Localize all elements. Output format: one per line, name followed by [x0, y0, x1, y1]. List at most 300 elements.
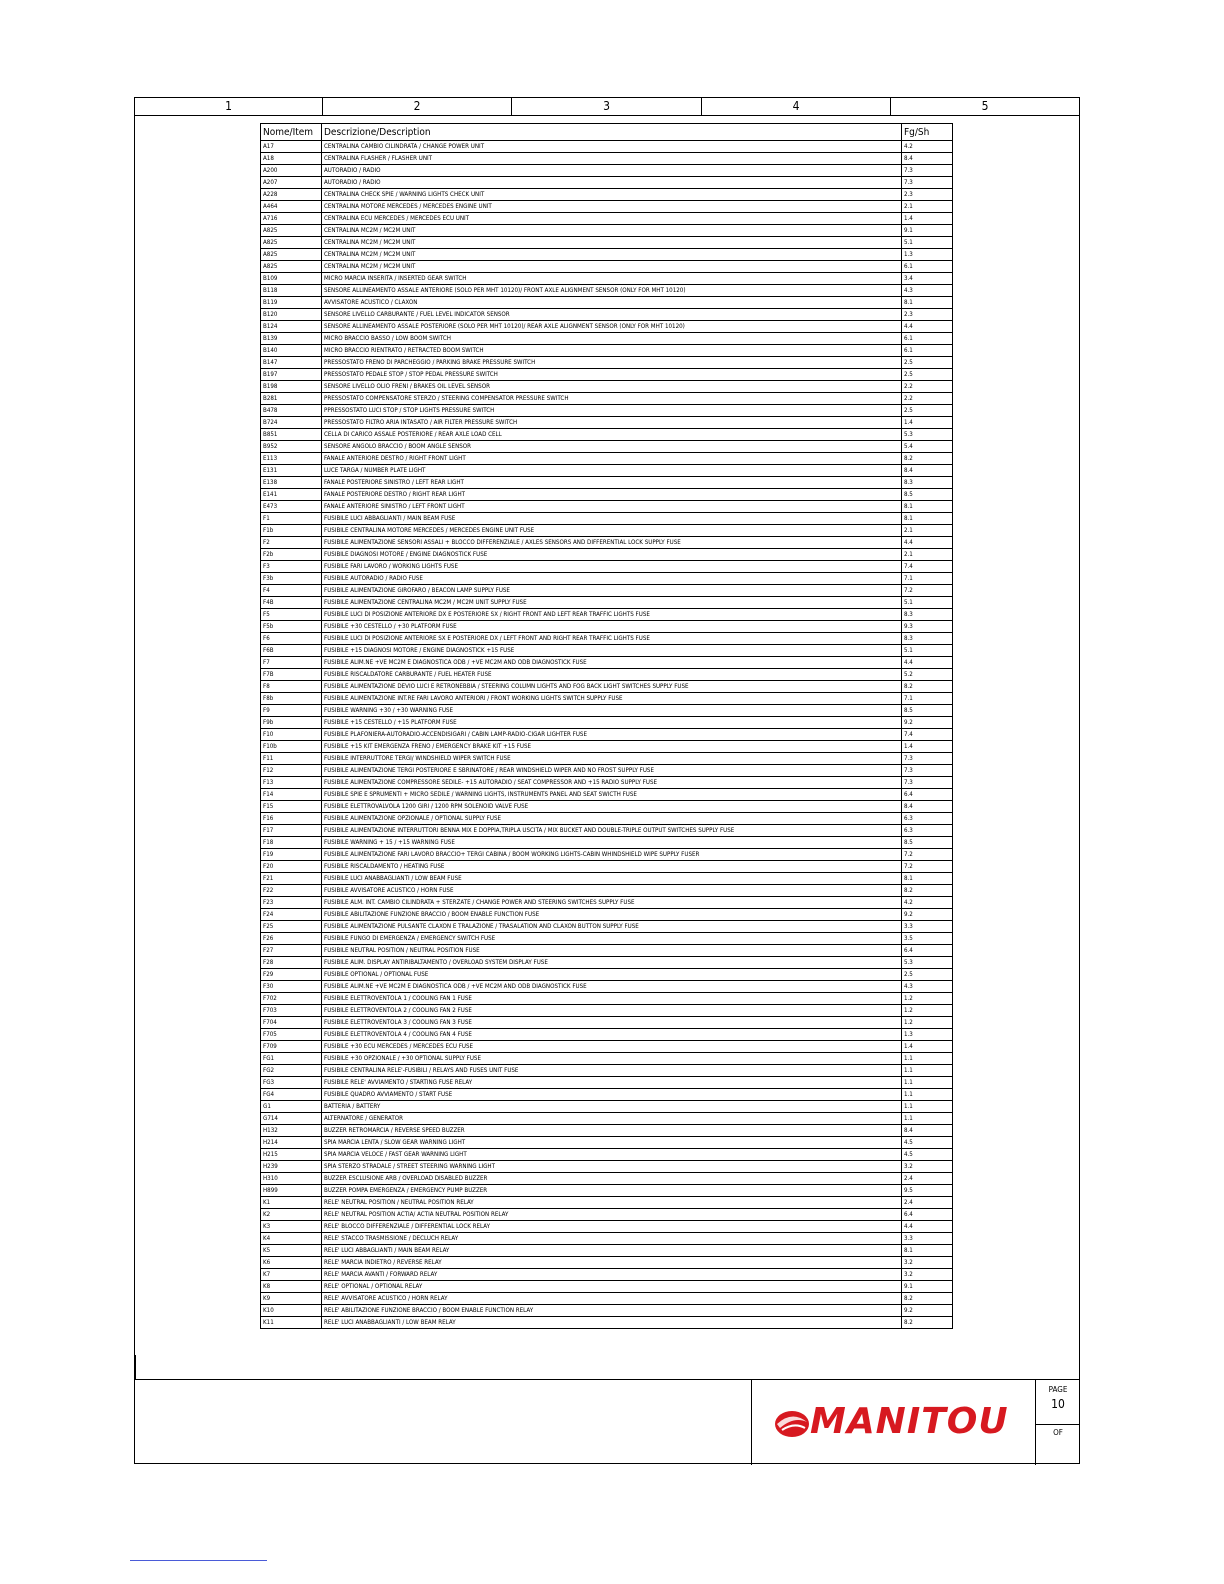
table-row [261, 405, 953, 417]
cell-sheet: 2.3 [902, 189, 953, 201]
table-row [261, 1137, 953, 1149]
cell-item: K5 [261, 1245, 322, 1257]
cell-description: FUSIBILE INTERRUTTORE TERGI/ WINDSHIELD WIPER SWITCH FUSE [322, 753, 902, 765]
cell-sheet: 8.2 [902, 885, 953, 897]
cell-description: FUSIBILE ALIMENTAZIONE COMPRESSORE SEDILE- +15 AUTORADIO / SEAT COMPRESSOR AND +15 RADIO SUPPLY FUSE [322, 777, 902, 789]
cell-item: A825 [261, 237, 322, 249]
cell-description: CENTRALINA MC2M / MC2M UNIT [322, 261, 902, 273]
cell-description: SENSORE ALLINEAMENTO ASSALE ANTERIORE (SOLO PER MHT 10120)/ FRONT AXLE ALIGNMENT SENSOR (ONLY FOR MHT 10120) [322, 285, 902, 297]
cell-description: FUSIBILE LUCI DI POSIZIONE ANTERIORE DX E POSTERIORE SX / RIGHT FRONT AND LEFT REAR TRAFFIC LIGHTS FUSE [322, 609, 902, 621]
table-row [261, 537, 953, 549]
cell-description: FUSIBILE ALM. INT. CAMBIO CILINDRATA + STERZATE / CHANGE POWER AND STEERING SWITCHES SUPPLY FUSE [322, 897, 902, 909]
cell-item: F17 [261, 825, 322, 837]
cell-sheet: 3.2 [902, 1269, 953, 1281]
table-row [261, 849, 953, 861]
table-row [261, 225, 953, 237]
cell-sheet: 7.3 [902, 753, 953, 765]
table-row [261, 585, 953, 597]
cell-sheet: 4.2 [902, 897, 953, 909]
footer-link-underline [130, 1560, 267, 1561]
table-row [261, 1149, 953, 1161]
cell-item: B147 [261, 357, 322, 369]
table-row [261, 1185, 953, 1197]
table-row [261, 1269, 953, 1281]
cell-item: A207 [261, 177, 322, 189]
cell-sheet: 8.4 [902, 465, 953, 477]
cell-sheet: 7.4 [902, 729, 953, 741]
cell-description: FANALE ANTERIORE SINISTRO / LEFT FRONT LIGHT [322, 501, 902, 513]
cell-item: F24 [261, 909, 322, 921]
cell-item: A716 [261, 213, 322, 225]
table-row [261, 801, 953, 813]
cell-sheet: 1.4 [902, 417, 953, 429]
cell-description: PRESSOSTATO FRENO DI PARCHEGGIO / PARKING BRAKE PRESSURE SWITCH [322, 357, 902, 369]
cell-item: F19 [261, 849, 322, 861]
cell-item: F11 [261, 753, 322, 765]
table-row [261, 993, 953, 1005]
cell-description: CENTRALINA MC2M / MC2M UNIT [322, 225, 902, 237]
frame-side-mark [134, 1355, 136, 1379]
table-row [261, 453, 953, 465]
table-row [261, 885, 953, 897]
cell-description: RELE' LUCI ABBAGLIANTI / MAIN BEAM RELAY [322, 1245, 902, 1257]
cell-sheet: 9.2 [902, 909, 953, 921]
cell-description: SPIA MARCIA LENTA / SLOW GEAR WARNING LIGHT [322, 1137, 902, 1149]
table-row [261, 489, 953, 501]
cell-item: F22 [261, 885, 322, 897]
table-row [261, 273, 953, 285]
table-row [261, 321, 953, 333]
cell-sheet: 7.4 [902, 561, 953, 573]
cell-sheet: 7.2 [902, 849, 953, 861]
cell-sheet: 7.2 [902, 585, 953, 597]
table-row [261, 201, 953, 213]
table-row [261, 1041, 953, 1053]
cell-item: F16 [261, 813, 322, 825]
cell-sheet: 2.1 [902, 549, 953, 561]
header-description: Descrizione/Description [322, 124, 902, 141]
page-of-label: OF [1053, 1428, 1063, 1437]
cell-description: FANALE POSTERIORE SINISTRO / LEFT REAR LIGHT [322, 477, 902, 489]
cell-sheet: 4.4 [902, 657, 953, 669]
table-row [261, 777, 953, 789]
cell-description: FUSIBILE ALIMENTAZIONE OPZIONALE / OPTIONAL SUPPLY FUSE [322, 813, 902, 825]
cell-item: B109 [261, 273, 322, 285]
cell-description: FUSIBILE LUCI DI POSIZIONE ANTERIORE SX E POSTERIORE DX / LEFT FRONT AND RIGHT REAR TRAFFIC LIGHTS FUSE [322, 633, 902, 645]
cell-description: RELE' NEUTRAL POSITION ACTIA/ ACTIA NEUTRAL POSITION RELAY [322, 1209, 902, 1221]
table-row [261, 945, 953, 957]
cell-sheet: 1.2 [902, 1017, 953, 1029]
cell-description: CENTRALINA CHECK SPIE / WARNING LIGHTS CHECK UNIT [322, 189, 902, 201]
table-row [261, 705, 953, 717]
cell-sheet: 3.4 [902, 273, 953, 285]
table-row [261, 141, 953, 153]
cell-sheet: 1.4 [902, 213, 953, 225]
cell-item: F6 [261, 633, 322, 645]
table-row [261, 525, 953, 537]
cell-description: CENTRALINA CAMBIO CILINDRATA / CHANGE POWER UNIT [322, 141, 902, 153]
cell-description: CENTRALINA FLASHER / FLASHER UNIT [322, 153, 902, 165]
table-row [261, 357, 953, 369]
cell-description: FUSIBILE +15 DIAGNOSI MOTORE / ENGINE DIAGNOSTICK +15 FUSE [322, 645, 902, 657]
table-row [261, 1173, 953, 1185]
table-row [261, 393, 953, 405]
cell-description: FUSIBILE +15 CESTELLO / +15 PLATFORM FUSE [322, 717, 902, 729]
table-row [261, 189, 953, 201]
cell-sheet: 4.5 [902, 1137, 953, 1149]
cell-item: B120 [261, 309, 322, 321]
cell-sheet: 9.2 [902, 1305, 953, 1317]
grid-column-4: 4 [702, 98, 891, 115]
cell-description: FUSIBILE LUCI ANABBAGLIANTI / LOW BEAM FUSE [322, 873, 902, 885]
table-row [261, 657, 953, 669]
table-row [261, 429, 953, 441]
cell-item: K10 [261, 1305, 322, 1317]
cell-item: A825 [261, 249, 322, 261]
cell-sheet: 8.2 [902, 1293, 953, 1305]
cell-sheet: 2.2 [902, 393, 953, 405]
cell-sheet: 6.4 [902, 1209, 953, 1221]
manitou-logo [772, 1400, 1012, 1444]
cell-sheet: 3.5 [902, 933, 953, 945]
cell-item: E473 [261, 501, 322, 513]
header-item: Nome/Item [261, 124, 322, 141]
cell-description: FUSIBILE ALIMENTAZIONE DEVIO LUCI E RETRONEBBIA / STEERING COLUMN LIGHTS AND FOG BACK LIGHT SWITCHES SUPPLY FUSE [322, 681, 902, 693]
cell-item: FG2 [261, 1065, 322, 1077]
cell-sheet: 2.4 [902, 1173, 953, 1185]
table-row [261, 381, 953, 393]
table-row [261, 861, 953, 873]
cell-description: BUZZER RETROMARCIA / REVERSE SPEED BUZZER [322, 1125, 902, 1137]
cell-item: F30 [261, 981, 322, 993]
cell-description: FUSIBILE ALIM. DISPLAY ANTIRIBALTAMENTO / OVERLOAD SYSTEM DISPLAY FUSE [322, 957, 902, 969]
cell-sheet: 2.1 [902, 525, 953, 537]
cell-description: FUSIBILE NEUTRAL POSITION / NEUTRAL POSITION FUSE [322, 945, 902, 957]
table-row [261, 573, 953, 585]
cell-description: PRESSOSTATO PEDALE STOP / STOP PEDAL PRESSURE SWITCH [322, 369, 902, 381]
table-row [261, 309, 953, 321]
table-row [261, 1221, 953, 1233]
cell-sheet: 8.2 [902, 681, 953, 693]
table-row [261, 477, 953, 489]
cell-description: FUSIBILE ELETTROVENTOLA 4 / COOLING FAN 4 FUSE [322, 1029, 902, 1041]
cell-sheet: 6.1 [902, 333, 953, 345]
cell-item: E138 [261, 477, 322, 489]
cell-sheet: 8.5 [902, 837, 953, 849]
cell-item: FG1 [261, 1053, 322, 1065]
cell-item: B952 [261, 441, 322, 453]
table-row [261, 249, 953, 261]
cell-item: K9 [261, 1293, 322, 1305]
cell-sheet: 3.2 [902, 1161, 953, 1173]
grid-column-5: 5 [981, 99, 989, 113]
cell-sheet: 7.2 [902, 861, 953, 873]
table-row [261, 213, 953, 225]
cell-item: F14 [261, 789, 322, 801]
cell-sheet: 8.2 [902, 1317, 953, 1329]
cell-description: FUSIBILE ELETTROVALVOLA 1200 GIRI / 1200 RPM SOLENOID VALVE FUSE [322, 801, 902, 813]
cell-description: FUSIBILE +30 OPZIONALE / +30 OPTIONAL SUPPLY FUSE [322, 1053, 902, 1065]
cell-item: H215 [261, 1149, 322, 1161]
cell-sheet: 8.4 [902, 801, 953, 813]
cell-sheet: 7.3 [902, 777, 953, 789]
cell-item: H899 [261, 1185, 322, 1197]
cell-sheet: 1.1 [902, 1089, 953, 1101]
cell-description: FUSIBILE ELETTROVENTOLA 3 / COOLING FAN 3 FUSE [322, 1017, 902, 1029]
table-row [261, 1209, 953, 1221]
cell-description: AVVISATORE ACUSTICO / CLAXON [322, 297, 902, 309]
table-row [261, 513, 953, 525]
cell-sheet: 8.4 [902, 1125, 953, 1137]
cell-sheet: 4.3 [902, 981, 953, 993]
cell-sheet: 1.3 [902, 1029, 953, 1041]
table-row [261, 1317, 953, 1329]
table-row [261, 981, 953, 993]
cell-sheet: 9.5 [902, 1185, 953, 1197]
cell-description: FUSIBILE ALIMENTAZIONE PULSANTE CLAXON E TRALAZIONE / TRASALATION AND CLAXON BUTTON SUPPLY FUSE [322, 921, 902, 933]
table-row [261, 597, 953, 609]
cell-description: FUSIBILE ALIMENTAZIONE FARI LAVORO BRACCIO+ TERGI CABINA / BOOM WORKING LIGHTS-CABIN WHINDSHIELD WIPE SUPPLY FUSER [322, 849, 902, 861]
table-row [261, 1197, 953, 1209]
cell-description: FUSIBILE FUNGO DI EMERGENZA / EMERGENCY SWITCH FUSE [322, 933, 902, 945]
table-row [261, 1125, 953, 1137]
grid-column-1: 1 [135, 98, 323, 115]
table-row [261, 813, 953, 825]
cell-sheet: 7.3 [902, 177, 953, 189]
table-row [261, 501, 953, 513]
table-row [261, 753, 953, 765]
cell-item: F4 [261, 585, 322, 597]
header-sheet: Fg/Sh [902, 124, 953, 141]
cell-sheet: 5.1 [902, 597, 953, 609]
cell-sheet: 4.2 [902, 141, 953, 153]
cell-sheet: 6.4 [902, 789, 953, 801]
cell-sheet: 8.1 [902, 873, 953, 885]
cell-sheet: 1.1 [902, 1053, 953, 1065]
cell-sheet: 8.2 [902, 453, 953, 465]
cell-description: FUSIBILE CENTRALINA RELE'-FUSIBILI / RELAYS AND FUSES UNIT FUSE [322, 1065, 902, 1077]
table-row [261, 285, 953, 297]
table-row [261, 1005, 953, 1017]
cell-item: E113 [261, 453, 322, 465]
cell-item: K7 [261, 1269, 322, 1281]
cell-sheet: 9.1 [902, 225, 953, 237]
cell-item: K6 [261, 1257, 322, 1269]
cell-description: FUSIBILE +30 CESTELLO / +30 PLATFORM FUSE [322, 621, 902, 633]
cell-description: BUZZER ESCLUSIONE ARB / OVERLOAD DISABLED BUZZER [322, 1173, 902, 1185]
cell-description: SENSORE ALLINEAMENTO ASSALE POSTERIORE (SOLO PER MHT 10120)/ REAR AXLE ALIGNMENT SENSOR (ONLY FOR MHT 10120) [322, 321, 902, 333]
cell-description: RELE' AVVISATORE ACUSTICO / HORN RELAY [322, 1293, 902, 1305]
component-legend-table [260, 123, 953, 1329]
cell-description: FUSIBILE WARNING +30 / +30 WARNING FUSE [322, 705, 902, 717]
grid-column-2: 2 [323, 98, 512, 115]
cell-sheet: 2.3 [902, 309, 953, 321]
cell-description: FUSIBILE DIAGNOSI MOTORE / ENGINE DIAGNOSTICK FUSE [322, 549, 902, 561]
cell-description: CENTRALINA MC2M / MC2M UNIT [322, 249, 902, 261]
cell-description: RELE' ABILITAZIONE FUNZIONE BRACCIO / BOOM ENABLE FUNCTION RELAY [322, 1305, 902, 1317]
cell-sheet: 5.1 [902, 645, 953, 657]
cell-item: B118 [261, 285, 322, 297]
cell-description: FUSIBILE ELETTROVENTOLA 2 / COOLING FAN 2 FUSE [322, 1005, 902, 1017]
cell-item: F709 [261, 1041, 322, 1053]
cell-description: CENTRALINA MOTORE MERCEDES / MERCEDES ENGINE UNIT [322, 201, 902, 213]
grid-column-3: 3 [512, 98, 702, 115]
cell-description: FUSIBILE SPIE E SPRUMENTI + MICRO SEDILE / WARNING LIGHTS, INSTRUMENTS PANEL AND SEAT SWICTH FUSE [322, 789, 902, 801]
cell-sheet: 8.3 [902, 609, 953, 621]
cell-sheet: 6.4 [902, 945, 953, 957]
table-row [261, 837, 953, 849]
cell-item: K8 [261, 1281, 322, 1293]
table-row [261, 465, 953, 477]
cell-sheet: 4.4 [902, 1221, 953, 1233]
cell-description: PRESSOSTATO FILTRO ARIA INTASATO / AIR FILTER PRESSURE SWITCH [322, 417, 902, 429]
table-row [261, 261, 953, 273]
cell-item: F9 [261, 705, 322, 717]
title-block-divider [751, 1380, 752, 1465]
table-row [261, 345, 953, 357]
table-row [261, 765, 953, 777]
cell-item: A18 [261, 153, 322, 165]
cell-sheet: 8.1 [902, 513, 953, 525]
cell-item: A464 [261, 201, 322, 213]
table-row [261, 1161, 953, 1173]
cell-sheet: 3.2 [902, 1257, 953, 1269]
cell-description: PRESSOSTATO COMPENSATORE STERZO / STEERING COMPENSATOR PRESSURE SWITCH [322, 393, 902, 405]
cell-item: F7B [261, 669, 322, 681]
cell-sheet: 7.1 [902, 573, 953, 585]
cell-item: H310 [261, 1173, 322, 1185]
cell-description: SENSORE LIVELLO OLIO FRENI / BRAKES OIL LEVEL SENSOR [322, 381, 902, 393]
table-row [261, 1293, 953, 1305]
cell-item: F3b [261, 573, 322, 585]
page-number: 10 [1051, 1397, 1065, 1411]
cell-item: E131 [261, 465, 322, 477]
cell-sheet: 6.3 [902, 813, 953, 825]
cell-sheet: 3.3 [902, 921, 953, 933]
cell-description: FUSIBILE ELETTROVENTOLA 1 / COOLING FAN 1 FUSE [322, 993, 902, 1005]
table-row [261, 1281, 953, 1293]
cell-description: FUSIBILE ABILITAZIONE FUNZIONE BRACCIO / BOOM ENABLE FUNCTION FUSE [322, 909, 902, 921]
cell-item: F13 [261, 777, 322, 789]
cell-item: F27 [261, 945, 322, 957]
cell-sheet: 6.3 [902, 825, 953, 837]
table-row [261, 669, 953, 681]
table-row [261, 873, 953, 885]
cell-item: K1 [261, 1197, 322, 1209]
cell-sheet: 7.3 [902, 765, 953, 777]
cell-item: K2 [261, 1209, 322, 1221]
cell-description: FUSIBILE ALIM.NE +VE MC2M E DIAGNOSTICA ODB / +VE MC2M AND ODB DIAGNOSTICK FUSE [322, 981, 902, 993]
cell-description: CELLA DI CARICO ASSALE POSTERIORE / REAR AXLE LOAD CELL [322, 429, 902, 441]
cell-description: FUSIBILE +30 ECU MERCEDES / MERCEDES ECU FUSE [322, 1041, 902, 1053]
table-row [261, 417, 953, 429]
table-row [261, 1029, 953, 1041]
table-row [261, 645, 953, 657]
table-row [261, 1053, 953, 1065]
cell-sheet: 1.1 [902, 1077, 953, 1089]
table-row [261, 609, 953, 621]
cell-item: F1 [261, 513, 322, 525]
cell-description: ALTERNATORE / GENERATOR [322, 1113, 902, 1125]
table-row [261, 1257, 953, 1269]
cell-sheet: 8.1 [902, 501, 953, 513]
cell-description: CENTRALINA ECU MERCEDES / MERCEDES ECU UNIT [322, 213, 902, 225]
cell-sheet: 5.3 [902, 957, 953, 969]
cell-sheet: 8.4 [902, 153, 953, 165]
cell-sheet: 3.3 [902, 1233, 953, 1245]
cell-sheet: 1.4 [902, 741, 953, 753]
table-row [261, 1113, 953, 1125]
cell-description: RELE' BLOCCO DIFFERENZIALE / DIFFERENTIAL LOCK RELAY [322, 1221, 902, 1233]
cell-description: AUTORADIO / RADIO [322, 165, 902, 177]
cell-description: FUSIBILE AVVISATORE ACUSTICO / HORN FUSE [322, 885, 902, 897]
cell-sheet: 1.3 [902, 249, 953, 261]
cell-sheet: 1.4 [902, 1041, 953, 1053]
cell-sheet: 2.2 [902, 381, 953, 393]
cell-description: FUSIBILE OPTIONAL / OPTIONAL FUSE [322, 969, 902, 981]
table-row [261, 825, 953, 837]
cell-item: F26 [261, 933, 322, 945]
table-row [261, 717, 953, 729]
cell-item: F8b [261, 693, 322, 705]
cell-item: F20 [261, 861, 322, 873]
cell-item: H214 [261, 1137, 322, 1149]
cell-item: F704 [261, 1017, 322, 1029]
table-row [261, 297, 953, 309]
cell-sheet: 2.5 [902, 405, 953, 417]
cell-description: FUSIBILE LUCI ABBAGLIANTI / MAIN BEAM FUSE [322, 513, 902, 525]
cell-description: MICRO MARCIA INSERITA / INSERTED GEAR SWITCH [322, 273, 902, 285]
cell-item: B197 [261, 369, 322, 381]
cell-item: A825 [261, 225, 322, 237]
cell-sheet: 1.2 [902, 993, 953, 1005]
cell-item: F7 [261, 657, 322, 669]
cell-sheet: 8.3 [902, 477, 953, 489]
table-row [261, 933, 953, 945]
cell-sheet: 1.1 [902, 1101, 953, 1113]
title-block-divider [1035, 1424, 1080, 1425]
cell-description: FUSIBILE RISCALDAMENTO / HEATING FUSE [322, 861, 902, 873]
cell-sheet: 1.1 [902, 1065, 953, 1077]
cell-item: F15 [261, 801, 322, 813]
cell-sheet: 6.1 [902, 261, 953, 273]
table-row [261, 561, 953, 573]
cell-sheet: 6.1 [902, 345, 953, 357]
cell-sheet: 4.4 [902, 321, 953, 333]
cell-sheet: 2.5 [902, 357, 953, 369]
cell-item: F9b [261, 717, 322, 729]
cell-sheet: 2.5 [902, 369, 953, 381]
cell-description: CENTRALINA MC2M / MC2M UNIT [322, 237, 902, 249]
cell-item: A228 [261, 189, 322, 201]
table-row [261, 237, 953, 249]
table-row [261, 1101, 953, 1113]
table-row [261, 549, 953, 561]
cell-item: F5b [261, 621, 322, 633]
cell-item: B139 [261, 333, 322, 345]
cell-item: F25 [261, 921, 322, 933]
table-row [261, 1089, 953, 1101]
table-row [261, 333, 953, 345]
title-block [134, 1379, 1080, 1464]
cell-item: F705 [261, 1029, 322, 1041]
cell-description: FUSIBILE CENTRALINA MOTORE MERCEDES / MERCEDES ENGINE UNIT FUSE [322, 525, 902, 537]
grid-column-header [135, 98, 1079, 116]
table-row [261, 921, 953, 933]
cell-sheet: 2.4 [902, 1197, 953, 1209]
table-row [261, 153, 953, 165]
cell-sheet: 5.2 [902, 669, 953, 681]
